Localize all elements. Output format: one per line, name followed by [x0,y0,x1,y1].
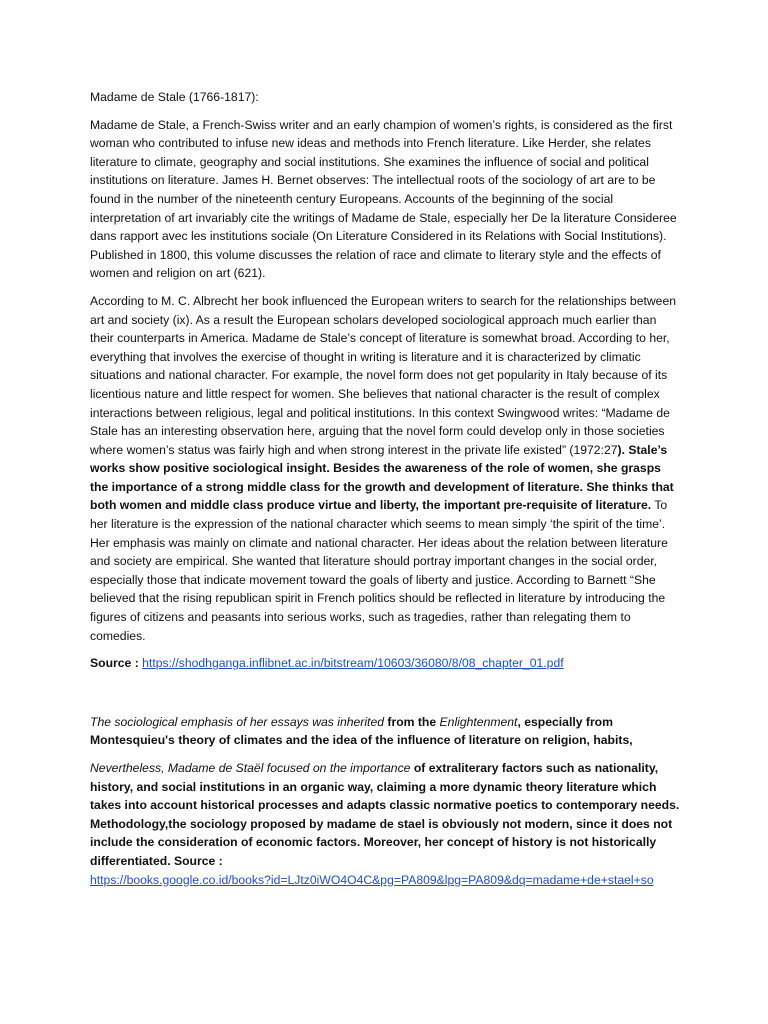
nevertheless-bold: of extraliterary factors such as nationality, history, and social institutions in an organic way, claiming a more dynamic theory literature which takes into account historical processes and adapts classic normative poetics to contemporary needs. Methodology,the sociology proposed by madame de stael is obviously not modern, since it does not include the consideration of economic factors. Moreover, her concept of history is not historically differentiated. Source : [90,761,680,868]
enlightenment-bold-2: , especially from Montesquieu's theory of climates and the idea of the influence of literature on religion, habits, [90,714,633,748]
document-page [90,88,682,889]
enlightenment-italic-1: The sociological emphasis of her essays was inherited [90,714,384,729]
enlightenment-bold-1: from the [384,714,440,729]
source-link-google-books[interactable]: https://books.google.co.id/books?id=LJtz0iWO4O4C&pg=PA809&lpg=PA809&dq=madame+de+stael+so [90,872,654,887]
paragraph-albrecht-text-end: To her literature is the expression of the national character which seems to mean simply ‘the spirit of the time’. Her emphasis was mainly on climate and national character. Her ideas about the relation between literature and society are empirical. She wanted that literature should portray important changes in the social order, especially those that indicate movement toward the goals of liberty and justice. According to Barnett “She believed that the rising republican spirit in French politics should be reflected in literature by introducing the figures of citizens and peasants into serious works, such as tragedies, rather than relegating them to comedies. [90,498,668,643]
paragraph-nevertheless [90,759,682,889]
section-heading: Madame de Stale (1766-1817): [90,90,259,104]
paragraph-albrecht-bold: ). Stale’s works show positive sociological insight. Besides the awareness of the role of women, she grasps the importance of a strong middle class for the growth and development of literature. She thinks that both women and middle class produce virtue and liberty, the important pre-requisite of literature. [90,442,674,513]
source-label: Source : [90,656,143,671]
paragraph-enlightenment [90,713,682,750]
paragraph-albrecht-text: According to M. C. Albrecht her book influenced the European writers to search for the relationships between art and society (ix). As a result the European scholars developed sociological approach much earlier than their counterparts in America. Madame de Stale’s concept of literature is somewhat broad. According to her, everything that involves the exercise of thought in writing is literature and it is characterized by climatic situations and national character. For example, the novel form does not get popularity in Italy because of its licentious nature and little respect for women. She believes that national character is the result of complex interactions between religious, legal and political institutions. In this context Swingwood writes: “Madame de Stale has an interesting observation here, arguing that the novel form could develop only in those societies where women’s status was fairly high and when strong interest in the private life existed” (1972:27 [90,293,676,457]
source-link-shodhganga[interactable]: https://shodhganga.inflibnet.ac.in/bitstream/10603/36080/8/08_chapter_01.pdf [142,656,564,671]
paragraph-intro: Madame de Stale, a French-Swiss writer and an early champion of women’s rights, is considered as the first woman who contributed to infuse new ideas and methods into French literature. Like Herder, she relates literature to climate, geography and social institutions. She examines the influence of social and political institutions on literature. James H. Bernet observes: The intellectual roots of the sociology of art are to be found in the number of the nineteenth century Europeans. Accounts of the beginning of the social interpretation of art invariably cite the writings of Madame de Stale, especially her De la literature Consideree dans rapport avec les institutions sociale (On Literature Considered in its Relations with Social Institutions). Published in 1800, this volume discusses the relation of race and climate to literary style and the effects of women and religion on art (621). [90,117,677,281]
source-line-1 [90,654,682,673]
paragraph-albrecht [90,292,682,645]
nevertheless-italic: Nevertheless, Madame de Staël focused on the importance [90,761,411,775]
enlightenment-italic-2: Enlightenment [439,714,518,729]
